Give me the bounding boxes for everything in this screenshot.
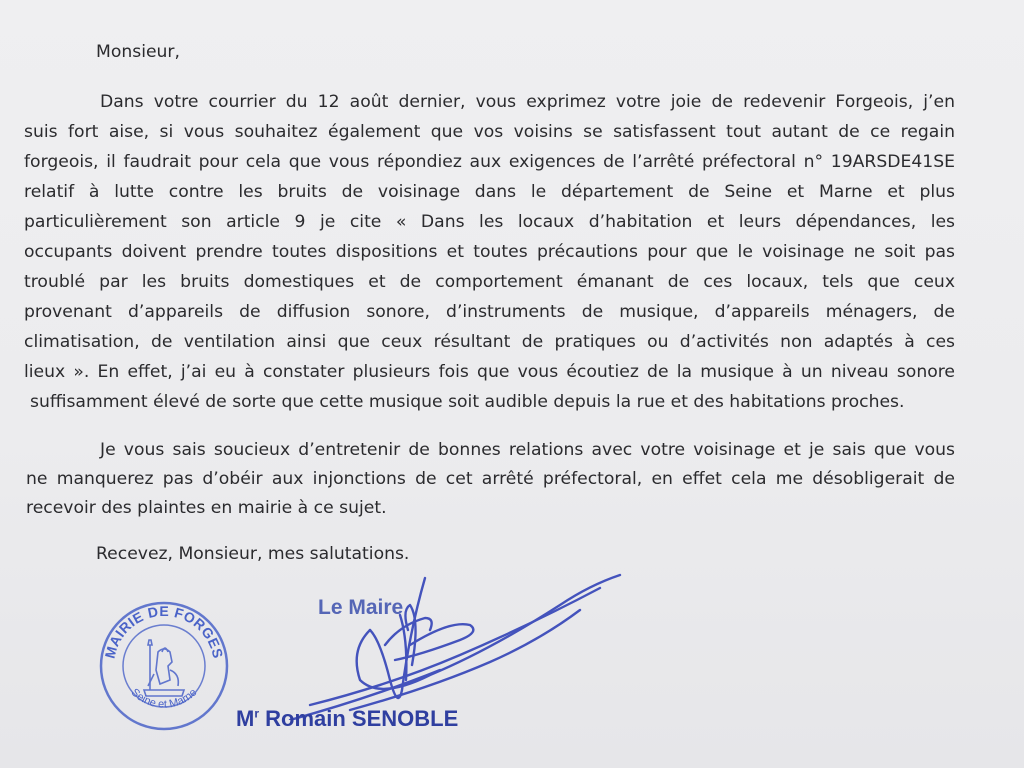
paragraph1-line: occupants doivent prendre toutes dispositions et toutes précautions pour que le voisinage ne soit pas — [24, 242, 955, 262]
paragraph2-line: recevoir des plaintes en mairie à ce sujet. — [26, 498, 387, 518]
statue-emblem-icon — [144, 640, 184, 696]
paragraph1-line: particulièrement son article 9 je cite « Dans les locaux d’habitation et leurs dépendances, les — [24, 212, 955, 232]
name-prefix-sup: r — [254, 706, 259, 721]
paragraph1-line: Dans votre courrier du 12 août dernier, vous exprimez votre joie de redevenir Forgeois, j’en — [100, 92, 955, 112]
paragraph1-line: forgeois, il faudrait pour cela que vous répondiez aux exigences de l’arrêté préfectoral n° 19ARSDE41SE — [24, 152, 955, 172]
stamp-bottom-text: Seine et Marne — [128, 686, 200, 711]
salutation: Monsieur, — [96, 42, 180, 62]
signature-title: Le Maire — [318, 596, 404, 619]
stamp-top-text: MAIRIE DE FORGES — [101, 602, 227, 661]
paragraph1-line: provenant d’appareils de diffusion sonore, d’instruments de musique, d’appareils ménagers, de — [24, 302, 955, 322]
closing: Recevez, Monsieur, mes salutations. — [96, 544, 410, 564]
paragraph1-line: relatif à lutte contre les bruits de voisinage dans le département de Seine et Marne et plus — [24, 182, 955, 202]
paragraph2-line: ne manquerez pas d’obéir aux injonctions de cet arrêté préfectoral, en effet cela me désobligerait de — [26, 469, 955, 489]
town-hall-stamp — [98, 600, 230, 732]
handwritten-signature — [230, 570, 630, 720]
signatory-name — [236, 706, 458, 732]
paragraph1-line: suis fort aise, si vous souhaitez également que vos voisins se satisfassent tout autant de ce regain — [24, 122, 955, 142]
signatory-fullname: Romain SENOBLE — [265, 706, 459, 731]
paragraph1-line: suffisamment élevé de sorte que cette musique soit audible depuis la rue et des habitations proches. — [30, 392, 905, 412]
paragraph2-line: Je vous sais soucieux d’entretenir de bonnes relations avec votre voisinage et je sais que vous — [100, 440, 955, 460]
paragraph1-line: troublé par les bruits domestiques et de comportement émanant de ces locaux, tels que ceux — [24, 272, 955, 292]
name-prefix: M — [236, 706, 255, 731]
paragraph1-line: climatisation, de ventilation ainsi que ceux résultant de pratiques ou d’activités non adaptés à ces — [24, 332, 955, 352]
paragraph1-line: lieux ». En effet, j’ai eu à constater plusieurs fois que vous écoutiez de la musique à un niveau sonore — [24, 362, 955, 382]
